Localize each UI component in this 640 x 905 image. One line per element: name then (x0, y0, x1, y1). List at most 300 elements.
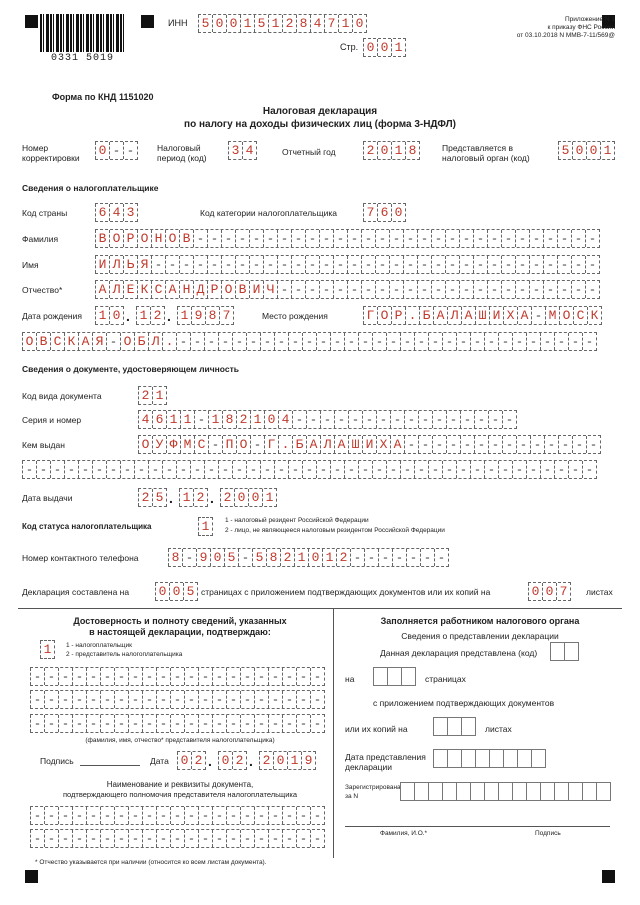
char-cell: - (263, 256, 277, 273)
char-cell: - (554, 461, 568, 478)
char-cell: - (268, 715, 282, 732)
char-cell: 0 (109, 307, 123, 324)
char-cell: - (417, 230, 431, 247)
char-cell: - (86, 715, 100, 732)
char-cell: . (405, 307, 419, 324)
char-cell: - (474, 411, 488, 428)
doctype-label: Код вида документа (22, 391, 102, 401)
signature-line (80, 765, 140, 766)
char-cell: 0 (391, 204, 405, 221)
char-cell: 1 (268, 15, 282, 32)
char-cell: - (404, 436, 418, 453)
org-label-2: налоговый орган (код) (442, 153, 530, 163)
corner-marker-top-left (25, 15, 38, 28)
category-label: Код категории налогоплательщика (200, 208, 337, 218)
appendix-line3: от 03.10.2018 N ММВ-7-11/569@ (516, 32, 615, 39)
char-cell: - (226, 668, 240, 685)
char-cell: Л (447, 307, 461, 324)
series-label: Серия и номер (22, 415, 82, 425)
char-cell: 0 (363, 39, 377, 56)
char-cell: - (431, 256, 445, 273)
char-cell: О (236, 436, 250, 453)
char-cell: П (222, 436, 236, 453)
char-cell: - (403, 256, 417, 273)
char-cell: О (109, 230, 123, 247)
char-cell: - (86, 807, 100, 824)
char-cell: - (516, 436, 530, 453)
appendix-line2: к приказу ФНС России (547, 24, 615, 31)
char-cell: 7 (556, 583, 570, 600)
char-cell: - (120, 461, 134, 478)
char-cell: - (498, 333, 512, 350)
char-cell: - (30, 691, 44, 708)
char-cell: - (30, 830, 44, 847)
pages-cells (155, 582, 198, 601)
char-cell: - (348, 411, 362, 428)
char-cell: - (30, 668, 44, 685)
char-cell: - (30, 807, 44, 824)
char-cell: 2 (232, 752, 246, 769)
char-cell: - (473, 281, 487, 298)
char-cell: - (194, 411, 208, 428)
char-cell: - (128, 691, 142, 708)
char-cell: - (64, 461, 78, 478)
char-cell: - (334, 411, 348, 428)
birth-year-cells (177, 306, 234, 325)
char-cell: С (151, 281, 165, 298)
year-cells (363, 141, 420, 160)
char-cell: 4 (310, 15, 324, 32)
char-cell: Я (92, 333, 106, 350)
char-cell: - (488, 411, 502, 428)
char-cell: - (389, 256, 403, 273)
char-cell: - (350, 549, 364, 566)
char-cell: - (310, 691, 324, 708)
char-cell: - (431, 230, 445, 247)
char-cell: - (204, 461, 218, 478)
char-cell: - (277, 281, 291, 298)
char-cell: - (274, 333, 288, 350)
char-cell: 8 (222, 411, 236, 428)
char-cell: - (484, 461, 498, 478)
char-cell: - (434, 549, 448, 566)
char-cell: Р (391, 307, 405, 324)
char-cell: Г (264, 436, 278, 453)
office-copies-label: или их копий на (345, 724, 408, 734)
char-cell: - (142, 668, 156, 685)
char-cell: - (310, 668, 324, 685)
char-cell: О (221, 281, 235, 298)
char-cell: - (58, 830, 72, 847)
char-cell: К (64, 333, 78, 350)
char-cell: - (72, 830, 86, 847)
char-cell: - (282, 668, 296, 685)
char-cell: 4 (278, 411, 292, 428)
char-cell: 0 (542, 583, 556, 600)
char-cell: - (72, 807, 86, 824)
char-cell: Я (137, 256, 151, 273)
char-cell: - (585, 281, 599, 298)
char-cell: - (142, 830, 156, 847)
char-cell: - (198, 807, 212, 824)
char-cell: - (106, 333, 120, 350)
char-cell: - (156, 830, 170, 847)
char-cell: - (22, 461, 36, 478)
char-cell: - (502, 411, 516, 428)
char-cell: 0 (377, 39, 391, 56)
char-cell: О (138, 436, 152, 453)
char-cell: - (414, 333, 428, 350)
char-cell: - (249, 256, 263, 273)
corner-marker-bottom-right (602, 870, 615, 883)
char-cell: 1 (177, 307, 191, 324)
char-cell: А (306, 436, 320, 453)
char-cell: - (148, 461, 162, 478)
char-cell: - (459, 230, 473, 247)
char-cell: - (347, 281, 361, 298)
corner-marker-bottom-left (25, 870, 38, 883)
char-cell: - (361, 230, 375, 247)
char-cell: - (487, 281, 501, 298)
char-cell: Б (292, 436, 306, 453)
char-cell: - (170, 691, 184, 708)
char-cell: Р (123, 230, 137, 247)
authority-doc-cells-2 (30, 829, 325, 848)
char-cell: - (268, 668, 282, 685)
char-cell: 0 (528, 583, 542, 600)
char-cell: - (156, 691, 170, 708)
confirmer-cells (40, 640, 55, 659)
char-cell: - (184, 668, 198, 685)
birth-month-cells (136, 306, 165, 325)
char-cell: 1 (338, 15, 352, 32)
char-cell: - (123, 142, 137, 159)
corner-marker-top (141, 15, 154, 28)
char-cell: 1 (180, 411, 194, 428)
char-cell: 5 (558, 142, 572, 159)
issue-year-cells (220, 488, 277, 507)
char-cell: 0 (210, 549, 224, 566)
char-cell: - (72, 715, 86, 732)
char-cell: 8 (405, 142, 419, 159)
char-cell: - (109, 142, 123, 159)
submitted-code-box (550, 642, 579, 661)
period-label-2: период (код) (157, 153, 207, 163)
sheets-label: листах (485, 724, 512, 734)
char-cell: - (531, 307, 545, 324)
char-cell: - (529, 230, 543, 247)
char-cell: - (44, 691, 58, 708)
char-cell: 2 (138, 489, 152, 506)
appendix-line1: Приложение N 1 (564, 16, 615, 23)
char-cell: И (362, 436, 376, 453)
char-cell: 1 (262, 489, 276, 506)
inn-cells (198, 14, 367, 33)
char-cell: - (515, 230, 529, 247)
char-cell: - (100, 668, 114, 685)
char-cell: 6 (95, 204, 109, 221)
submitted-label: Данная декларация представлена (код) (380, 648, 538, 658)
confirm-title-1: Достоверность и полноту сведений, указанных (73, 616, 287, 626)
char-cell: С (194, 436, 208, 453)
char-cell: 6 (377, 204, 391, 221)
char-cell: - (403, 230, 417, 247)
char-cell: - (310, 807, 324, 824)
char-cell: - (128, 830, 142, 847)
char-cell: - (193, 256, 207, 273)
char-cell: 8 (266, 549, 280, 566)
char-cell: 5 (198, 15, 212, 32)
char-cell: - (288, 333, 302, 350)
issued-label: Кем выдан (22, 440, 65, 450)
char-cell: О (559, 307, 573, 324)
submit-date-label-1: Дата представления (345, 752, 426, 762)
char-cell: - (530, 436, 544, 453)
char-cell: - (529, 281, 543, 298)
date-separator: . (126, 308, 130, 324)
birthdate-label: Дата рождения (22, 311, 82, 321)
char-cell: - (207, 230, 221, 247)
char-cell: - (557, 230, 571, 247)
char-cell: - (170, 668, 184, 685)
org-label-1: Представляется в (442, 143, 513, 153)
char-cell: 7 (219, 307, 233, 324)
char-cell: О (120, 333, 134, 350)
char-cell: - (554, 333, 568, 350)
char-cell: - (296, 830, 310, 847)
corr-label-1: Номер (22, 143, 49, 153)
char-cell: - (240, 668, 254, 685)
char-cell: - (470, 461, 484, 478)
char-cell: - (460, 436, 474, 453)
char-cell: - (372, 333, 386, 350)
office-pages-label: страницах (425, 674, 466, 684)
inn-label: ИНН (168, 18, 188, 28)
footnote: * Отчество указывается при наличии (относится ко всем листам документа). (35, 859, 267, 866)
char-cell: 2 (336, 549, 350, 566)
char-cell: - (235, 230, 249, 247)
char-cell: 2 (259, 752, 273, 769)
char-cell: - (151, 256, 165, 273)
char-cell: - (291, 281, 305, 298)
char-cell: 5 (183, 583, 197, 600)
office-pages-box (373, 667, 416, 686)
char-cell: - (277, 256, 291, 273)
date-separator: . (169, 490, 173, 506)
sign-year-cells (259, 751, 316, 770)
char-cell: - (459, 281, 473, 298)
status-label: Код статуса налогоплательщика (22, 522, 152, 531)
char-cell: - (446, 411, 460, 428)
char-cell: 1 (391, 142, 405, 159)
char-cell: - (100, 691, 114, 708)
char-cell: - (254, 807, 268, 824)
char-cell: - (361, 281, 375, 298)
char-cell: 2 (363, 142, 377, 159)
char-cell: - (406, 549, 420, 566)
sign-day-cells (177, 751, 206, 770)
char-cell: 1 (322, 549, 336, 566)
period-label-1: Налоговый (157, 143, 201, 153)
office-fio-label: Фамилия, И.О.* (380, 830, 428, 837)
status-cells (198, 517, 213, 536)
representative-fio-cells-2 (30, 690, 325, 709)
char-cell: - (501, 281, 515, 298)
char-cell: 1 (208, 411, 222, 428)
char-cell: - (333, 281, 347, 298)
char-cell: - (460, 411, 474, 428)
char-cell: - (543, 230, 557, 247)
char-cell: 1 (287, 752, 301, 769)
char-cell: - (238, 549, 252, 566)
char-cell: А (165, 281, 179, 298)
series-cells (138, 410, 517, 429)
char-cell: - (392, 549, 406, 566)
date-separator: . (249, 753, 253, 769)
char-cell: 0 (218, 752, 232, 769)
char-cell: - (114, 830, 128, 847)
char-cell: - (198, 691, 212, 708)
char-cell: - (543, 256, 557, 273)
char-cell: - (316, 461, 330, 478)
char-cell: - (212, 807, 226, 824)
char-cell: 0 (226, 15, 240, 32)
char-cell: И (489, 307, 503, 324)
char-cell: - (390, 411, 404, 428)
char-cell: - (44, 715, 58, 732)
char-cell: - (179, 256, 193, 273)
char-cell: 1 (250, 411, 264, 428)
char-cell: - (529, 256, 543, 273)
name-cells (95, 255, 600, 274)
char-cell: - (176, 333, 190, 350)
char-cell: - (58, 691, 72, 708)
char-cell: - (114, 807, 128, 824)
char-cell: К (587, 307, 601, 324)
char-cell: - (212, 691, 226, 708)
char-cell: - (134, 461, 148, 478)
char-cell: Д (193, 281, 207, 298)
char-cell: - (526, 461, 540, 478)
period-cells (228, 141, 257, 160)
char-cell: - (582, 333, 596, 350)
char-cell: И (95, 256, 109, 273)
char-cell: - (386, 333, 400, 350)
char-cell: - (240, 807, 254, 824)
char-cell: Ш (475, 307, 489, 324)
char-cell: Ш (348, 436, 362, 453)
char-cell: - (156, 807, 170, 824)
char-cell: - (571, 281, 585, 298)
char-cell: - (207, 256, 221, 273)
char-cell: - (571, 256, 585, 273)
char-cell: Л (320, 436, 334, 453)
char-cell: - (428, 461, 442, 478)
char-cell: - (306, 411, 320, 428)
char-cell: Е (123, 281, 137, 298)
char-cell: - (296, 715, 310, 732)
char-cell: - (184, 691, 198, 708)
char-cell: - (156, 715, 170, 732)
char-cell: О (377, 307, 391, 324)
char-cell: 5 (224, 549, 238, 566)
char-cell: - (543, 281, 557, 298)
char-cell: - (473, 256, 487, 273)
char-cell: - (585, 256, 599, 273)
char-cell: - (249, 230, 263, 247)
char-cell: - (473, 230, 487, 247)
char-cell: - (44, 668, 58, 685)
pages-label: Декларация составлена на (22, 587, 130, 597)
char-cell: 1 (391, 39, 405, 56)
char-cell: - (282, 691, 296, 708)
char-cell: - (557, 256, 571, 273)
char-cell: - (375, 230, 389, 247)
char-cell: Х (503, 307, 517, 324)
char-cell: - (250, 436, 264, 453)
char-cell: - (212, 830, 226, 847)
char-cell: 4 (242, 142, 256, 159)
char-cell: - (170, 830, 184, 847)
fio-caption: (фамилия, имя, отчество* представителя налогоплательщика) (85, 737, 275, 744)
on-label: на (345, 674, 355, 684)
char-cell: - (240, 830, 254, 847)
char-cell: - (198, 715, 212, 732)
char-cell: - (100, 715, 114, 732)
char-cell: - (182, 549, 196, 566)
char-cell: - (128, 668, 142, 685)
char-cell: - (319, 281, 333, 298)
char-cell: - (254, 668, 268, 685)
char-cell: 3 (123, 204, 137, 221)
char-cell: А (517, 307, 531, 324)
char-cell: - (240, 715, 254, 732)
char-cell: - (375, 256, 389, 273)
submit-date-label-2: декларации (345, 762, 393, 772)
char-cell: 1 (152, 387, 166, 404)
char-cell: О (137, 230, 151, 247)
char-cell: - (432, 411, 446, 428)
char-cell: - (232, 461, 246, 478)
char-cell: - (142, 807, 156, 824)
status-option-2: 2 - лицо, не являющееся налоговым резидентом Российской Федерации (225, 527, 445, 534)
pages-end-label: листах (586, 587, 613, 597)
char-cell: - (212, 715, 226, 732)
char-cell: 0 (248, 489, 262, 506)
char-cell: - (582, 461, 596, 478)
char-cell: - (165, 256, 179, 273)
char-cell: 0 (155, 583, 169, 600)
char-cell: - (86, 691, 100, 708)
char-cell: - (260, 461, 274, 478)
char-cell: - (184, 830, 198, 847)
char-cell: 1 (600, 142, 614, 159)
char-cell: - (333, 256, 347, 273)
char-cell: 7 (363, 204, 377, 221)
char-cell: - (184, 715, 198, 732)
char-cell: - (512, 461, 526, 478)
char-cell: - (58, 715, 72, 732)
char-cell: . (278, 436, 292, 453)
char-cell: - (418, 411, 432, 428)
char-cell: - (428, 333, 442, 350)
char-cell: - (106, 461, 120, 478)
correction-number-cells (95, 141, 138, 160)
char-cell: А (433, 307, 447, 324)
char-cell: - (204, 333, 218, 350)
char-cell: - (305, 256, 319, 273)
char-cell: 2 (191, 752, 205, 769)
